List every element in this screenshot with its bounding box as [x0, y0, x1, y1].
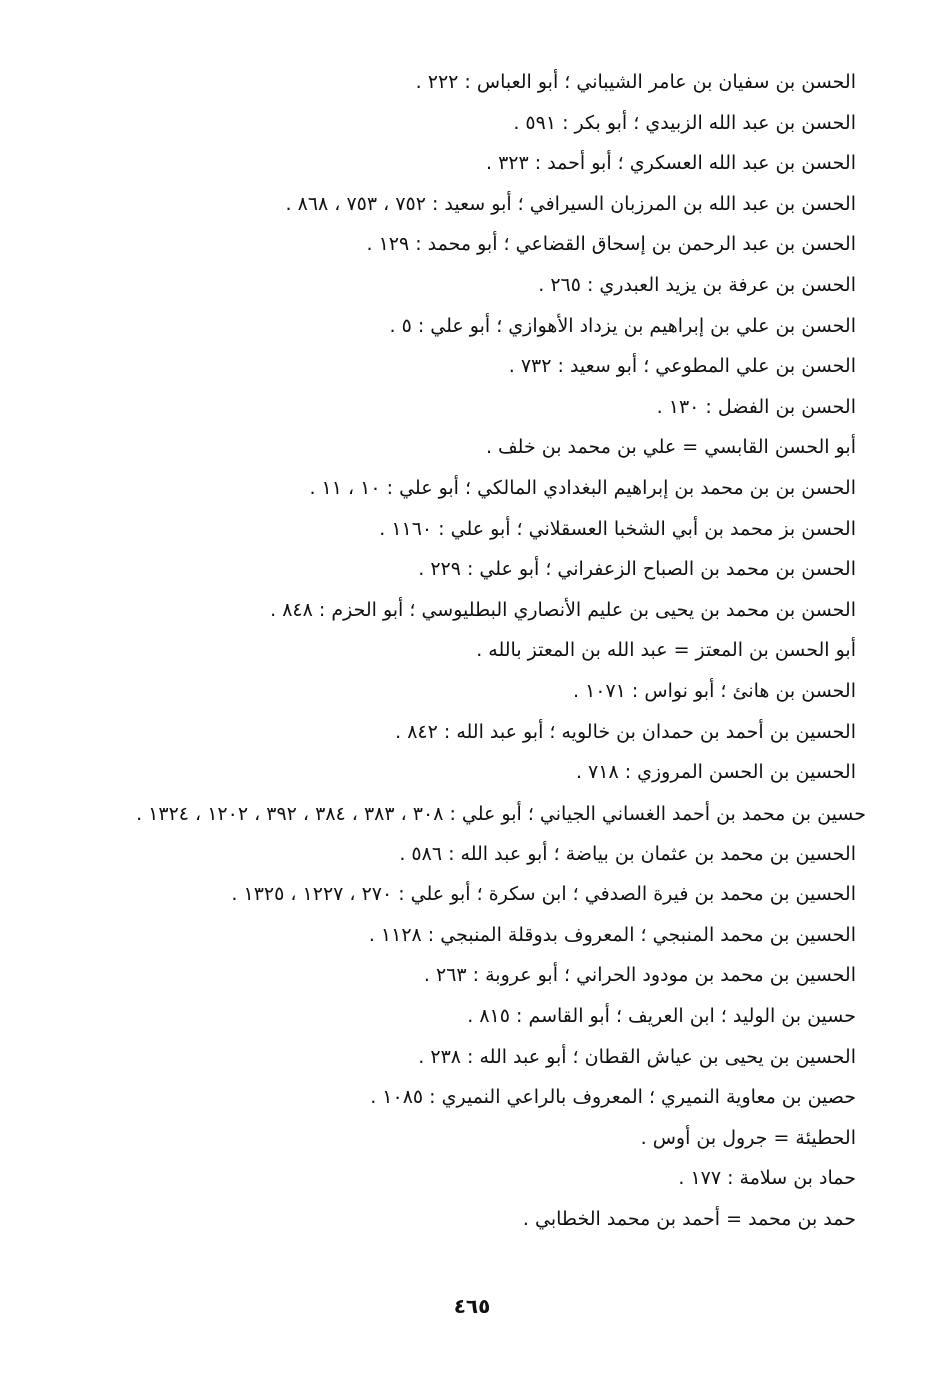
index-entry: الحسن بن عبد الرحمن بن إسحاق القضاعي ؛ أبو محمد : ١٢٩ . [366, 233, 856, 256]
index-entry: الحسن بن عرفة بن يزيد العبدري : ٢٦٥ . [538, 273, 856, 296]
index-entry: حسين بن محمد بن أحمد الغساني الجياني ؛ أبو علي : ٣٠٨ ، ٣٨٣ ، ٣٨٤ ، ٣٩٢ ، ١٢٠٢ ، ١٣٢٤ . [136, 802, 866, 825]
index-entry: الحسن بن عبد الله الزبيدي ؛ أبو بكر : ٥٩١ . [513, 111, 856, 134]
index-entries [76, 62, 866, 1240]
index-entry: الحسين بن يحيى بن عياش القطان ؛ أبو عبد الله : ٢٣٨ . [418, 1045, 856, 1068]
index-entry: الحسين بن محمد بن مودود الحراني ؛ أبو عروبة : ٢٦٣ . [423, 964, 856, 987]
index-entry: حصين بن معاوية النميري ؛ المعروف بالراعي النميري : ١٠٨٥ . [370, 1086, 856, 1109]
index-entry: الحطيئة = جرول بن أوس . [640, 1126, 856, 1149]
index-entry: الحسين بن أحمد بن حمدان بن خالويه ؛ أبو عبد الله : ٨٤٢ . [395, 720, 856, 743]
index-entry: الحسن بن محمد بن يحيى بن عليم الأنصاري البطليوسي ؛ أبو الحزم : ٨٤٨ . [270, 598, 856, 621]
index-entry: الحسين بن محمد بن عثمان بن بياضة ؛ أبو عبد الله : ٥٨٦ . [399, 842, 856, 865]
index-entry: الحسين بن محمد بن فيرة الصدفي ؛ ابن سكرة ؛ أبو علي : ٢٧٠ ، ١٢٢٧ ، ١٣٢٥ . [231, 883, 856, 906]
index-entry: حسين بن الوليد ؛ ابن العريف ؛ أبو القاسم : ٨١٥ . [467, 1005, 856, 1028]
index-entry: الحسن بن عبد الله بن المرزبان السيرافي ؛ أبو سعيد : ٧٥٢ ، ٧٥٣ ، ٨٦٨ . [285, 192, 856, 215]
index-entry: الحسين بن الحسن المروزي : ٧١٨ . [575, 761, 856, 784]
index-entry: الحسين بن محمد المنبجي ؛ المعروف بدوقلة المنبجي : ١١٢٨ . [368, 923, 856, 946]
index-entry: حماد بن سلامة : ١٧٧ . [678, 1167, 856, 1190]
index-entry: الحسن بن محمد بن الصباح الزعفراني ؛ أبو علي : ٢٢٩ . [418, 558, 856, 581]
index-entry: حمد بن محمد = أحمد بن محمد الخطابي . [522, 1208, 856, 1231]
index-entry: الحسن بن هانئ ؛ أبو نواس : ١٠٧١ . [572, 679, 856, 702]
index-entry: الحسن بن عبد الله العسكري ؛ أبو أحمد : ٣٢٣ . [486, 152, 856, 175]
page-number: ٤٦٥ [453, 1294, 491, 1318]
index-entry: الحسن بز محمد بن أبي الشخبا العسقلاني ؛ أبو علي : ١١٦٠ . [379, 517, 856, 540]
index-entry: الحسن بن الفضل : ١٣٠ . [656, 395, 856, 418]
index-entry: الحسن بن علي المطوعي ؛ أبو سعيد : ٧٣٢ . [508, 355, 856, 378]
index-entry: أبو الحسن القابسي = علي بن محمد بن خلف . [485, 436, 856, 459]
index-entry: الحسن بن علي بن إبراهيم بن يزداد الأهوازي ؛ أبو علي : ٥ . [389, 314, 856, 337]
index-entry: الحسن بن سفيان بن عامر الشيباني ؛ أبو العباس : ٢٢٢ . [415, 71, 856, 93]
index-entry: الحسن بن بن محمد بن إبراهيم البغدادي المالكي ؛ أبو علي : ١٠ ، ١١ . [309, 476, 856, 499]
index-entry: أبو الحسن بن المعتز = عبد الله بن المعتز بالله . [476, 639, 856, 662]
